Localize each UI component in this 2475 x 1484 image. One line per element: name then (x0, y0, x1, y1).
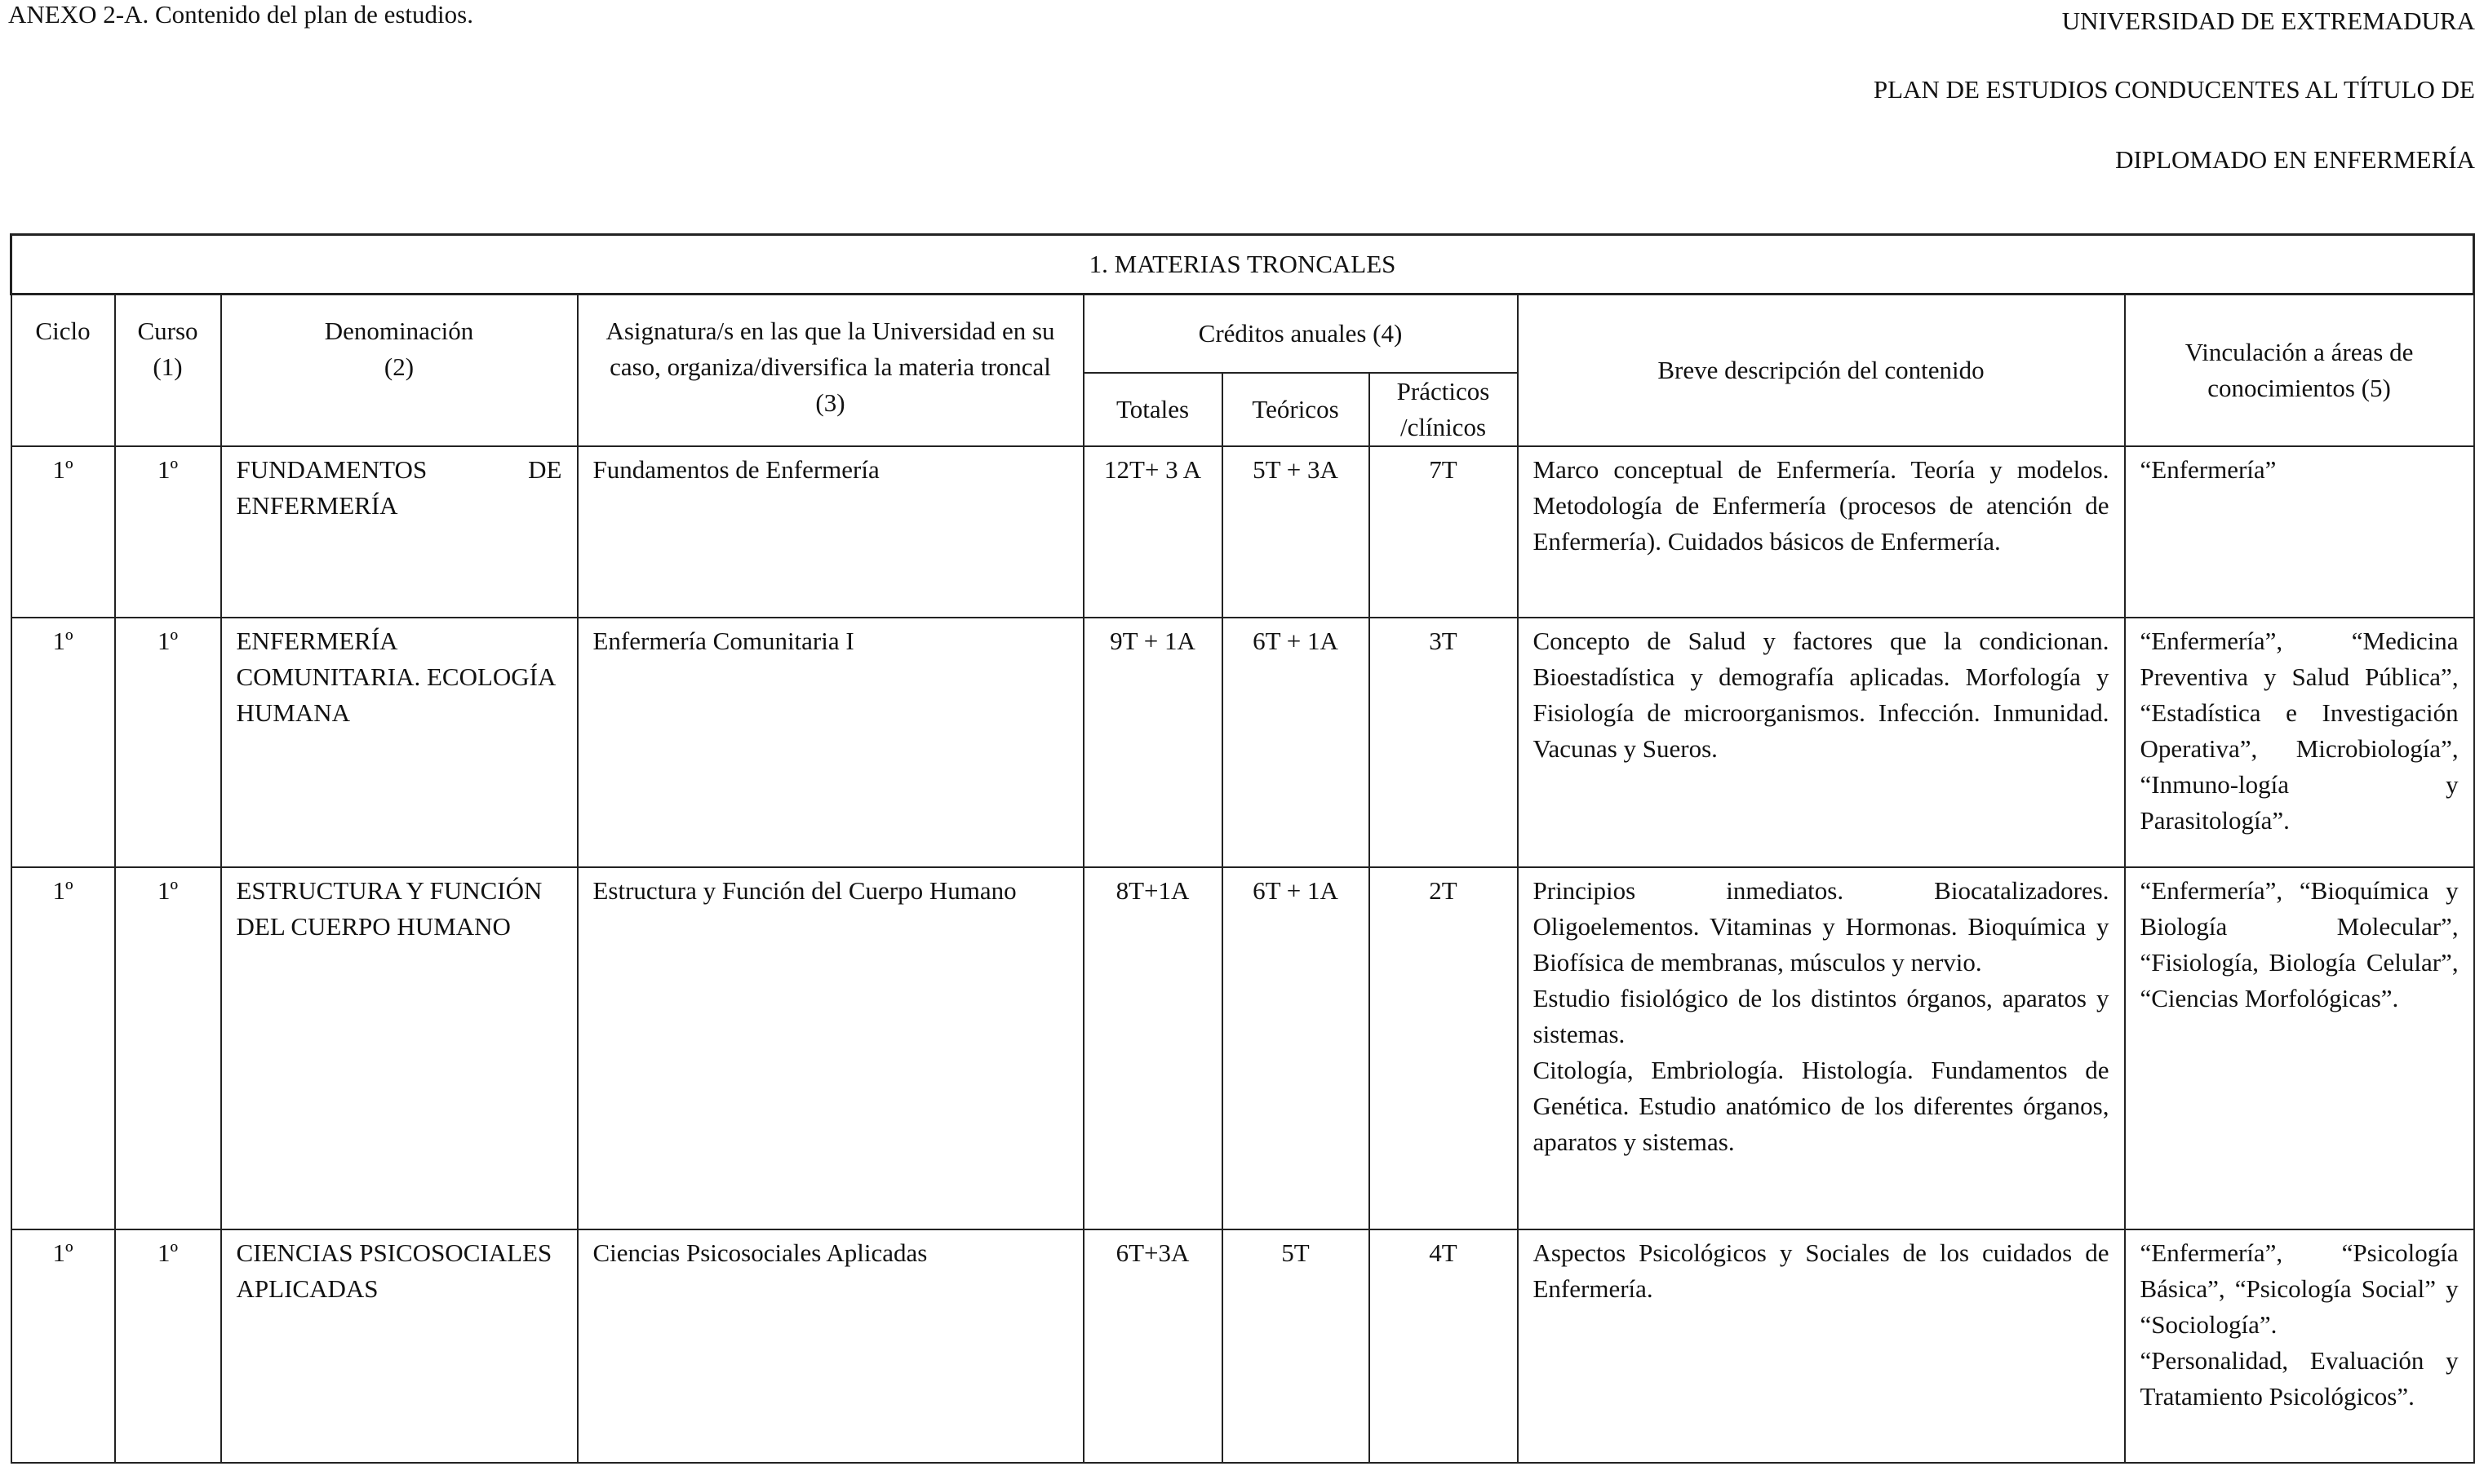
cell-denominacion: CIENCIAS PSICOSOCIALES APLICADAS (221, 1229, 578, 1463)
cell-vinculacion: “Enfermería” (2125, 446, 2474, 618)
cell-asignatura: Estructura y Función del Cuerpo Humano (578, 867, 1084, 1229)
cell-asignatura: Enfermería Comunitaria I (578, 618, 1084, 867)
cell-curso: 1º (115, 618, 221, 867)
header-ciclo (11, 295, 115, 446)
header-creditos-label: Créditos anuales (4) (1198, 318, 1403, 348)
cell-descripcion: Aspectos Psicológicos y Sociales de los cuidados de Enfermería. (1518, 1229, 2125, 1463)
descripcion-paragraph: Principios inmediatos. Biocatalizadores. Oligoelementos. Vitaminas y Hormonas. Bioquímica y Biofísica de membranas, músculos y nervio. (1532, 875, 2109, 977)
cell-teoricos: 5T (1222, 1229, 1369, 1463)
cell-practicos: 2T (1369, 867, 1518, 1229)
descripcion-paragraph: Estudio fisiológico de los distintos órganos, aparatos y sistemas. (1532, 983, 2109, 1048)
cell-teoricos: 5T + 3A (1222, 446, 1369, 618)
cell-curso: 1º (115, 867, 221, 1229)
university-name: UNIVERSIDAD DE EXTREMADURA (2061, 7, 2475, 35)
cell-totales: 6T+3A (1084, 1229, 1222, 1463)
header-practicos-label: Prácticos /clínicos (1396, 376, 1490, 441)
table-row (11, 618, 2474, 867)
header-practicos (1369, 373, 1518, 446)
cell-totales: 12T+ 3 A (1084, 446, 1222, 618)
cell-ciclo: 1º (11, 618, 115, 867)
cell-teoricos: 6T + 1A (1222, 618, 1369, 867)
cell-teoricos: 6T + 1A (1222, 867, 1369, 1229)
header-teoricos-label: Teóricos (1252, 394, 1339, 423)
table-row (11, 1229, 2474, 1463)
troncales-table (10, 233, 2475, 1464)
header-ciclo-label: Ciclo (35, 317, 91, 345)
degree-title: DIPLOMADO EN ENFERMERÍA (2115, 145, 2475, 174)
cell-asignatura: Ciencias Psicosociales Aplicadas (578, 1229, 1084, 1463)
plan-title: PLAN DE ESTUDIOS CONDUCENTES AL TÍTULO DE (1873, 75, 2475, 104)
header-descripcion-label: Breve descripción del contenido (1657, 355, 1985, 384)
cell-curso: 1º (115, 446, 221, 618)
header-curso-label: Curso (137, 317, 198, 345)
table-row (11, 446, 2474, 618)
cell-denominacion: ESTRUCTURA Y FUNCIÓN DEL CUERPO HUMANO (221, 867, 578, 1229)
header-teoricos (1222, 373, 1369, 446)
vinculacion-paragraph: “Enfermería”, “Psicología Básica”, “Psicología Social” y “Sociología”. (2140, 1238, 2459, 1339)
cell-descripcion (1518, 867, 2125, 1229)
header-descripcion (1518, 295, 2125, 446)
cell-asignatura: Fundamentos de Enfermería (578, 446, 1084, 618)
vinculacion-paragraph: “Personalidad, Evaluación y Tratamiento Psicológicos”. (2140, 1345, 2459, 1411)
header-totales (1084, 373, 1222, 446)
cell-ciclo: 1º (11, 1229, 115, 1463)
cell-practicos: 4T (1369, 1229, 1518, 1463)
header-curso (115, 295, 221, 446)
header-denominacion-note: (2) (384, 352, 415, 381)
cell-practicos: 3T (1369, 618, 1518, 867)
cell-vinculacion: “Enfermería”, “Bioquímica y Biología Molecular”, “Fisiología, Biología Celular”, “Ciencias Morfológicas”. (2125, 867, 2474, 1229)
annex-title: ANEXO 2-A. Contenido del plan de estudios. (8, 0, 473, 29)
header-denominacion (221, 295, 578, 446)
table-row (11, 867, 2474, 1229)
header-asignatura-label: Asignatura/s en las que la Universidad en su caso, organiza/diversifica la materia troncal (3) (605, 317, 1055, 417)
header-vinculacion (2125, 295, 2474, 446)
header-curso-note: (1) (153, 352, 183, 381)
header-asignatura (578, 295, 1084, 446)
header-creditos (1084, 295, 1518, 373)
cell-vinculacion (2125, 1229, 2474, 1463)
cell-ciclo: 1º (11, 867, 115, 1229)
header-totales-label: Totales (1116, 394, 1190, 423)
cell-totales: 8T+1A (1084, 867, 1222, 1229)
cell-totales: 9T + 1A (1084, 618, 1222, 867)
cell-descripcion: Concepto de Salud y factores que la condicionan. Bioestadística y demografía aplicadas. Morfología y Fisiología de microorganismos. Infección. Inmunidad. Vacunas y Sueros. (1518, 618, 2125, 867)
header-denominacion-label: Denominación (324, 317, 474, 345)
cell-ciclo: 1º (11, 446, 115, 618)
cell-curso: 1º (115, 1229, 221, 1463)
cell-denominacion: ENFERMERÍA COMUNITARIA. ECOLOGÍA HUMANA (221, 618, 578, 867)
header-vinculacion-label: Vinculación a áreas de conocimientos (5) (2184, 337, 2414, 402)
cell-descripcion: Marco conceptual de Enfermería. Teoría y modelos. Metodología de Enfermería (procesos de atención de Enfermería). Cuidados básicos de Enfermería. (1518, 446, 2125, 618)
cell-vinculacion: “Enfermería”, “Medicina Preventiva y Salud Pública”, “Estadística e Investigación Operativa”, Microbiología”, “Inmuno-logía y Parasitología”. (2125, 618, 2474, 867)
table-title: 1. MATERIAS TRONCALES (11, 235, 2474, 295)
descripcion-paragraph: Citología, Embriología. Histología. Fundamentos de Genética. Estudio anatómico de los diferentes órganos, aparatos y sistemas. (1532, 1055, 2109, 1156)
cell-practicos: 7T (1369, 446, 1518, 618)
cell-denominacion: FUNDAMENTOS DE ENFERMERÍA (221, 446, 578, 618)
